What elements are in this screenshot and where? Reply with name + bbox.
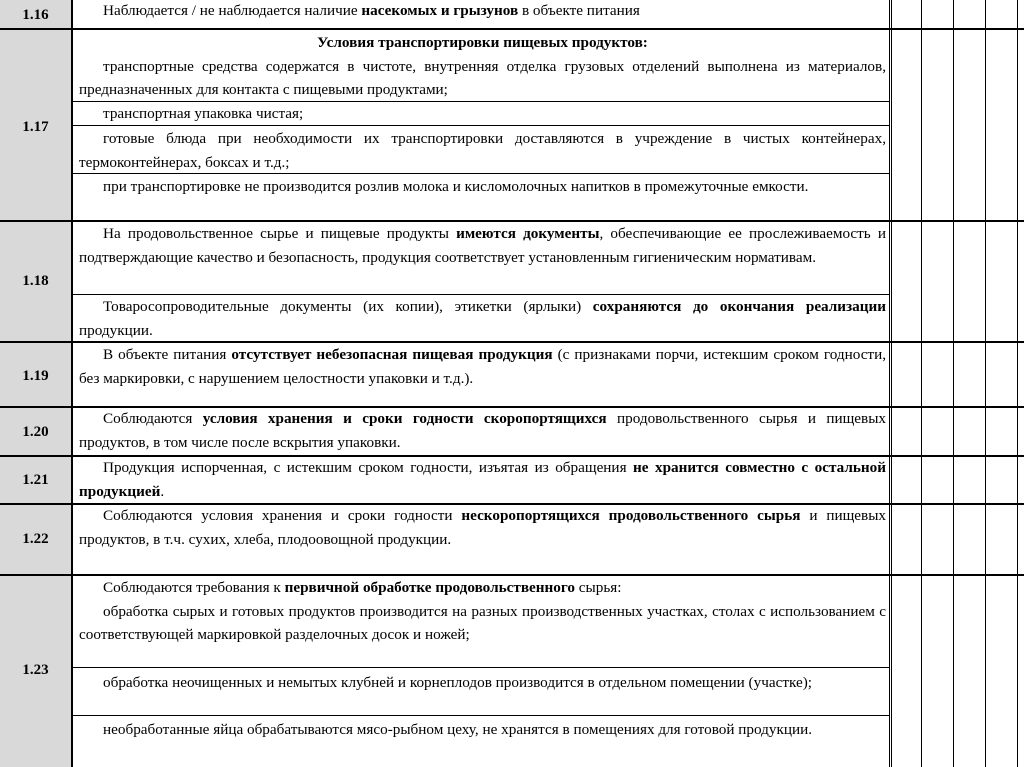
row-text: необработанные яйца обрабатываются мясо-рыбном цеху, не хранятся в помещениях для готовой продукции. (103, 721, 813, 738)
row-number: 1.20 (22, 424, 49, 440)
row-text: Соблюдаются условия хранения и сроки годности нескоропортящихся продовольственного сырья и пищевых продуктов, в т.ч. сухих, хлеба, плодоовощной продукции. (79, 507, 886, 548)
row-text: В объекте питания отсутствует небезопасная пищевая продукция (с признаками порчи, истекшим сроком годности, без маркировки, с нарушением целостности упаковки и т.д.). (79, 346, 886, 387)
row-number: 1.17 (22, 119, 49, 135)
row-number: 1.16 (22, 7, 49, 23)
row-number: 1.19 (22, 368, 49, 384)
grid-vline (921, 0, 922, 767)
row-text: Наблюдается / не наблюдается наличие насекомых и грызунов в объекте питания (103, 2, 640, 19)
row-text: Продукция испорченная, с истекшим сроком годности, изъятая из обращения не хранится совместно с остальной продукцией. (79, 459, 886, 500)
subrow-separator (73, 667, 889, 668)
row-text: Условия транспортировки пищевых продуктов: транспортные средства содержатся в чистоте, внутренняя отделка грузовых отделений выполнена из материалов, предназначенных для контакта с пищевыми продуктами; (79, 31, 886, 102)
row-number: 1.23 (22, 662, 49, 678)
row-text: обработка неочищенных и немытых клубней и корнеплодов производится в отдельном помещении (участке); (103, 674, 812, 691)
subrow-separator (73, 715, 889, 716)
row-number: 1.21 (22, 472, 49, 488)
row-text: На продовольственное сырье и пищевые продукты имеются документы, обеспечивающие ее прослеживаемость и подтверждающие качество и безопасность, продукция соответствует установленным гигиеническим нормативам. (79, 225, 886, 266)
row-text: транспортная упаковка чистая; (103, 105, 304, 122)
grid-vline (985, 0, 986, 767)
row-text: Соблюдаются условия хранения и сроки годности скоропортящихся продовольственного сырья и пищевых продуктов, в том числе после вскрытия упаковки. (79, 410, 886, 451)
grid-vline (891, 0, 892, 767)
grid-vline (1017, 0, 1018, 767)
section-title: Условия транспортировки пищевых продуктов: (317, 34, 648, 51)
row-number: 1.18 (22, 273, 49, 289)
grid-vline (71, 0, 73, 767)
row-number: 1.22 (22, 531, 49, 547)
row-separator (0, 28, 1024, 30)
row-text: при транспортировке не производится розлив молока и кисломолочных напитков в промежуточные емкости. (103, 178, 809, 195)
grid-vline (889, 0, 890, 767)
grid-vline (953, 0, 954, 767)
row-text: Соблюдаются требования к первичной обработке продовольственного сырья: обработка сырых и готовых продуктов производится на разных производственных участках, столах с использованием с соответствующей маркировкой разделочных досок и ножей; (79, 579, 886, 643)
row-text: Товаросопроводительные документы (их копии), этикетки (ярлыки) сохраняются до окончания реализации продукции. (79, 298, 887, 339)
row-text: готовые блюда при необходимости их транспортировки доставляются в учреждение в чистых контейнерах, термоконтейнерах, боксах и т.д.; (79, 130, 886, 171)
